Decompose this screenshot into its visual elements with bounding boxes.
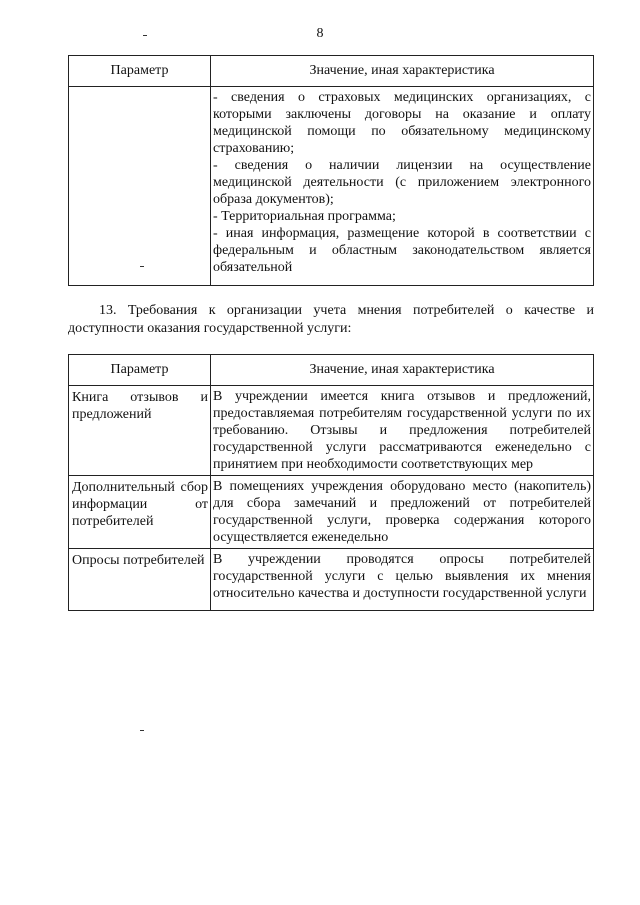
page-number: 8 xyxy=(316,26,324,41)
table-header-row xyxy=(69,355,594,386)
feedback-table xyxy=(68,354,594,611)
info-table xyxy=(68,55,594,286)
scan-speck xyxy=(143,35,147,36)
param-cell-empty xyxy=(69,87,211,286)
table-row xyxy=(69,549,594,611)
param-cell: Опросы потребителей xyxy=(69,549,211,611)
header-value: Значение, иная характеристика xyxy=(211,355,594,386)
list-item: - иная информация, размещение которой в соответствии с федеральным и областным законодательством является обязательной xyxy=(213,226,591,275)
value-cell xyxy=(211,87,594,286)
header-param: Параметр xyxy=(69,56,211,87)
param-cell: Дополнительный сбор информации от потребителей xyxy=(69,476,211,549)
table-row xyxy=(69,87,594,286)
section-13-heading: 13. Требования к организации учета мнения потребителей о качестве и доступности оказания государственной услуги: xyxy=(68,303,594,336)
header-value: Значение, иная характеристика xyxy=(211,56,594,87)
value-cell: В помещениях учреждения оборудовано место (накопитель) для сбора замечаний и предложений от потребителей государственной услуги, проверка содержания которого осуществляется еженедельно xyxy=(211,476,594,549)
table-row xyxy=(69,386,594,476)
param-cell: Книга отзывов и предложений xyxy=(69,386,211,476)
value-cell: В учреждении имеется книга отзывов и предложений, предоставляемая потребителям государственной услуги по их требованию. Отзывы и предложения потребителей государственной услуги рассматриваются еженедельно с принятием при необходимости соответствующих мер xyxy=(211,386,594,476)
header-param: Параметр xyxy=(69,355,211,386)
scan-speck xyxy=(140,730,144,731)
table-header-row xyxy=(69,56,594,87)
list-item: - Территориальная программа; xyxy=(213,209,396,224)
list-item: - сведения о страховых медицинских организациях, с которыми заключены договоры на оказание и оплату медицинской помощи по обязательному медицинскому страхованию; xyxy=(213,90,591,156)
table-row xyxy=(69,476,594,549)
list-item: - сведения о наличии лицензии на осуществление медицинской деятельности (с приложением электронного образа документов); xyxy=(213,158,591,207)
value-cell: В учреждении проводятся опросы потребителей государственной услуги с целью выявления их мнения относительно качества и доступности государственной услуги xyxy=(211,549,594,611)
